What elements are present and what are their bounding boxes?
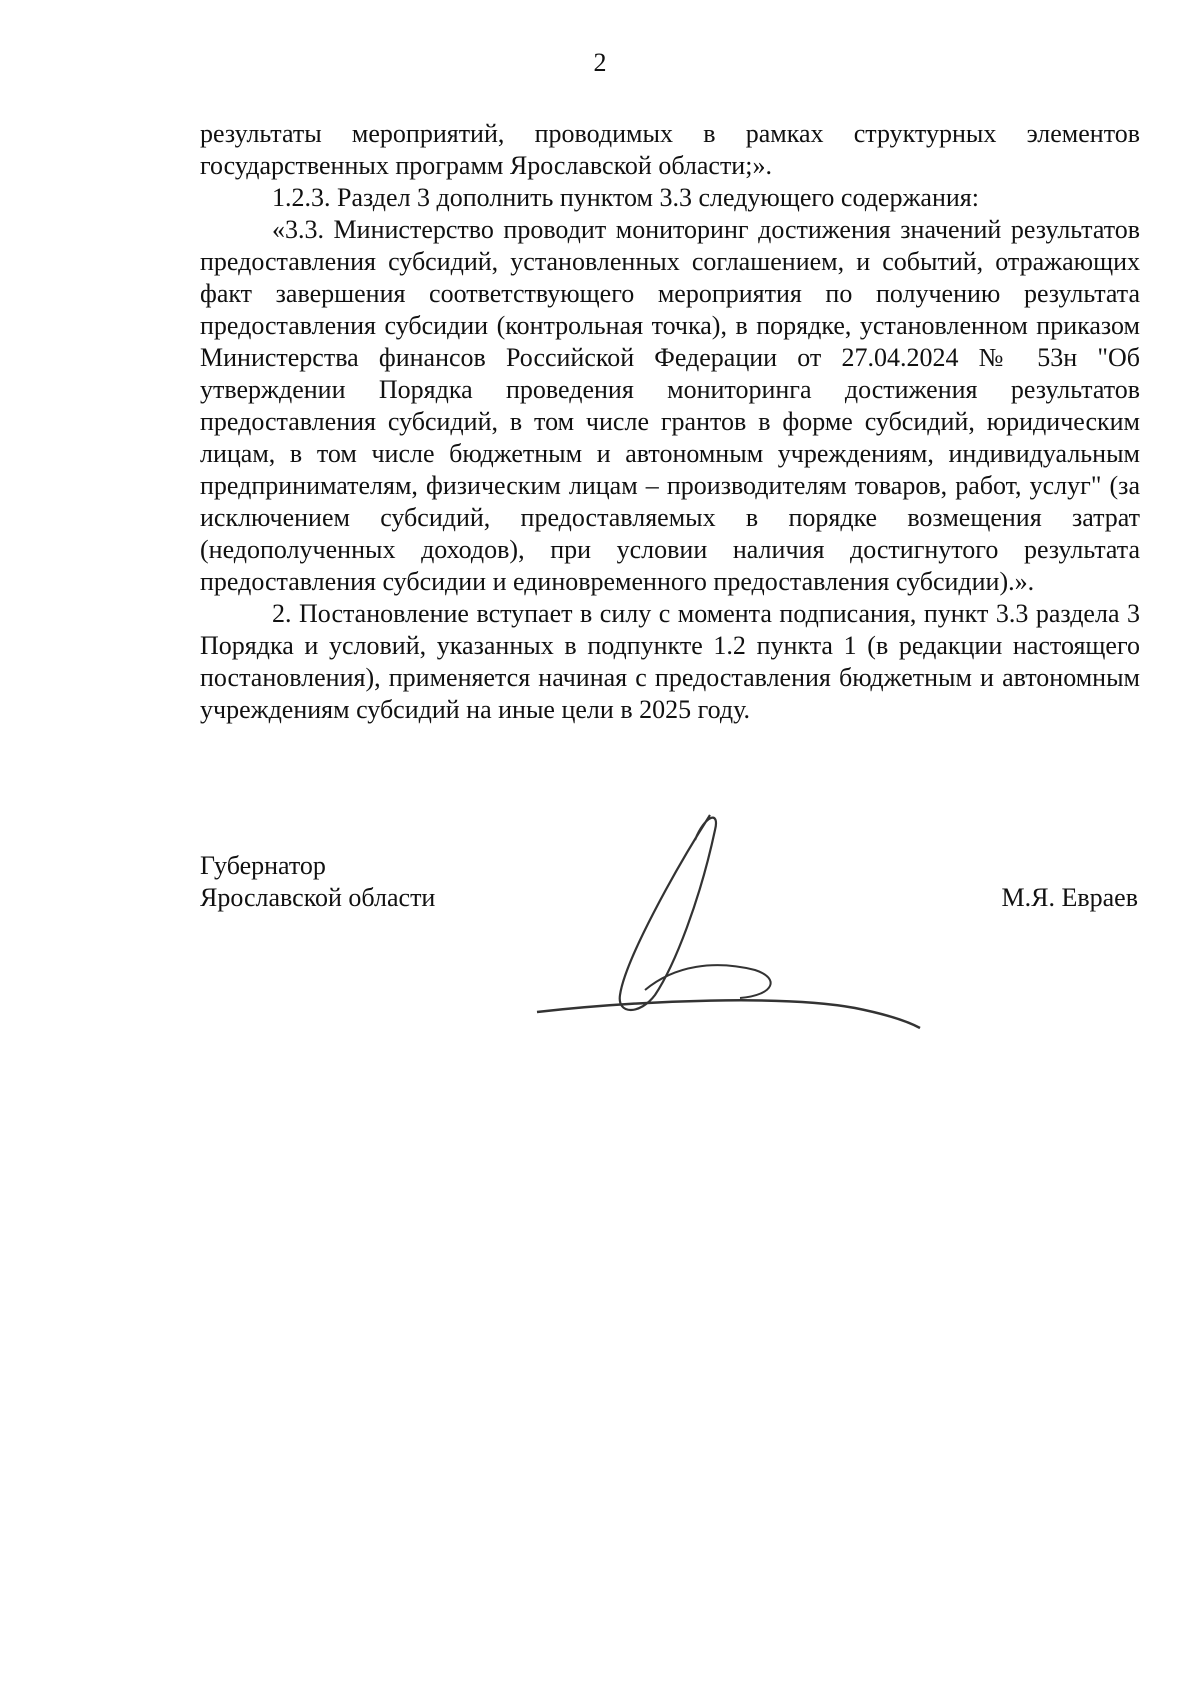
paragraph-continuation: результаты мероприятий, проводимых в рамках структурных элементов государственных программ Ярославской области;». bbox=[200, 119, 1140, 180]
signatory-title-line2: Ярославской области bbox=[200, 883, 436, 912]
signatory-name: М.Я. Евраев bbox=[1001, 883, 1138, 912]
page-number: 2 bbox=[593, 48, 607, 77]
paragraph-clause-3-3: «3.3. Министерство проводит мониторинг достижения значений результатов предоставления субсидий, установленных соглашением, и событий, отражающих факт завершения соответствующего мероприятия по получению результата предоставления субсидии (контрольная точка), в порядке, установленном приказом Министерства финансов Российской Федерации от 27.04.2024 № 53н "Об утверждении Порядка проведения мониторинга достижения результатов предоставления субсидий, в том числе грантов в форме субсидий, юридическим лицам, в том числе бюджетным и автономным учреждениям, индивидуальным предпринимателям, физическим лицам – производителям товаров, работ, услуг" (за исключением субсидий, предоставляемых в порядке возмещения затрат (недополученных доходов), при условии наличия достигнутого результата предоставления субсидии и единовременного предоставления субсидии).». bbox=[200, 215, 1140, 596]
signatory-title bbox=[200, 850, 435, 914]
paragraph-amendment-intro: 1.2.3. Раздел 3 дополнить пунктом 3.3 следующего содержания: bbox=[272, 183, 979, 212]
handwritten-signature bbox=[525, 790, 945, 1030]
document-body bbox=[200, 118, 1140, 726]
paragraph-effective-date: 2. Постановление вступает в силу с момента подписания, пункт 3.3 раздела 3 Порядка и условий, указанных в подпункте 1.2 пункта 1 (в редакции настоящего постановления), применяется начиная с предоставления бюджетным и автономным учреждениям субсидий на иные цели в 2025 году. bbox=[200, 599, 1140, 724]
signatory-title-line1: Губернатор bbox=[200, 851, 326, 880]
